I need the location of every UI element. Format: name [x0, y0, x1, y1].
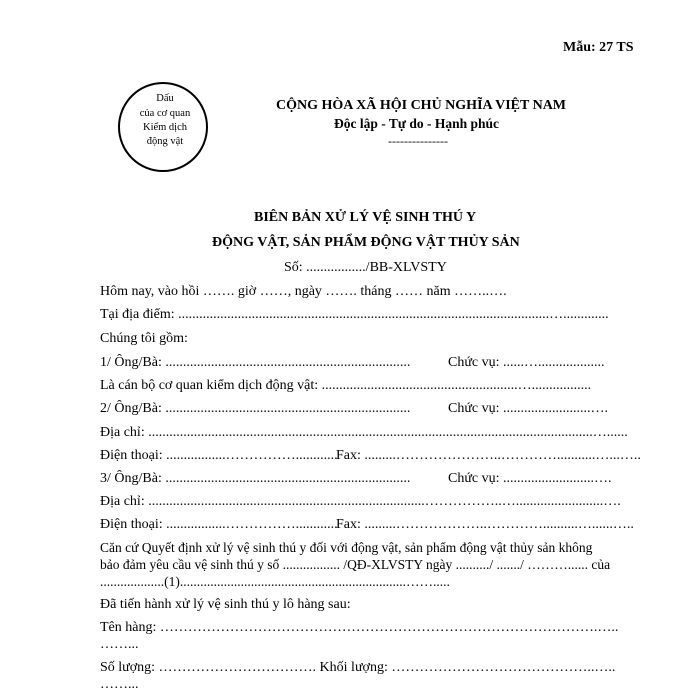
- person3-position-field: Chức vụ: ..........................….: [448, 471, 612, 486]
- fax2-field: Fax: .........………………..…………..........…......…..: [336, 517, 634, 532]
- members-intro: Chúng tôi gồm:: [100, 331, 188, 346]
- phone1-field: Điện thoại: .................……………............: [100, 448, 338, 463]
- national-title: CỘNG HÒA XÃ HỘI CHỦ NGHĨA VIỆT NAM: [276, 98, 567, 113]
- basis-line-1: Căn cứ Quyết định xử lý vệ sinh thú y đối với động vật, sản phẩm động vật thủy sản không: [100, 540, 593, 555]
- contact2-row: [100, 517, 634, 535]
- seal-text-line: động vật: [146, 136, 184, 147]
- seal-text-line: Kiểm dịch: [142, 122, 188, 133]
- address2-line: Địa chỉ: ...............................................................................……………..….........................….: [100, 494, 621, 509]
- quantity-continuation: ……...: [100, 677, 139, 692]
- person2-position-field: Chức vụ: .........................….: [448, 401, 609, 416]
- person3-row: [100, 471, 612, 489]
- document-number: Số: ................./BB-XLVSTY: [284, 260, 447, 275]
- person1-name-field: 1/ Ông/Bà: ......................................................................: [100, 355, 411, 370]
- handled-line: Đã tiến hành xử lý vệ sinh thú y lô hàng sau:: [100, 597, 351, 612]
- officer-line: Là cán bộ cơ quan kiểm dịch động vật: ........................................................….................: [100, 378, 592, 393]
- fax1-field: Fax: .........…………………..…………...........…...…..: [336, 448, 641, 463]
- person2-row: [100, 401, 609, 419]
- phone2-field: Điện thoại: .................……………............: [100, 517, 338, 532]
- basis-line-2: bảo đảm yêu cầu vệ sinh thú y số ................. /QĐ-XLVSTY ngày ........../ ......./ ………...... của: [100, 557, 611, 572]
- form-code: Mẫu: 27 TS: [563, 40, 634, 55]
- contact1-row: [100, 448, 641, 466]
- person3-name-field: 3/ Ông/Bà: ......................................................................: [100, 471, 411, 486]
- place-line: Tại địa điểm: ..........................................................................................................….............: [100, 307, 609, 322]
- basis-line-3: ...................(1)...................................................................…….....: [100, 574, 450, 589]
- goods-name-line: Tên hàng: ………………………………………………………………………………….…..: [100, 620, 619, 635]
- header-separator: ---------------: [388, 134, 448, 148]
- address1-line: Địa chỉ: ...............................................................................................................................…......: [100, 425, 628, 440]
- seal-stamp-placeholder: [118, 82, 208, 172]
- document-subtitle: ĐỘNG VẬT, SẢN PHẨM ĐỘNG VẬT THỦY SẢN: [212, 235, 520, 250]
- quantity-line: Số lượng: ……………………………. Khối lượng: ……………………………………..…..: [100, 660, 616, 675]
- person1-row: [100, 355, 605, 373]
- person1-position-field: Chức vụ: ......…...................: [448, 355, 605, 370]
- datetime-line: Hôm nay, vào hồi ……. giờ ……, ngày ……. tháng …… năm ……..….: [100, 284, 507, 299]
- seal-text-line: của cơ quan: [139, 108, 191, 119]
- goods-name-continuation: ……...: [100, 637, 139, 652]
- national-motto: Độc lập - Tự do - Hạnh phúc: [334, 116, 500, 131]
- document-title: BIÊN BẢN XỬ LÝ VỆ SINH THÚ Y: [254, 210, 477, 225]
- person2-name-field: 2/ Ông/Bà: ......................................................................: [100, 401, 411, 416]
- seal-text-line: Dấu: [156, 93, 174, 104]
